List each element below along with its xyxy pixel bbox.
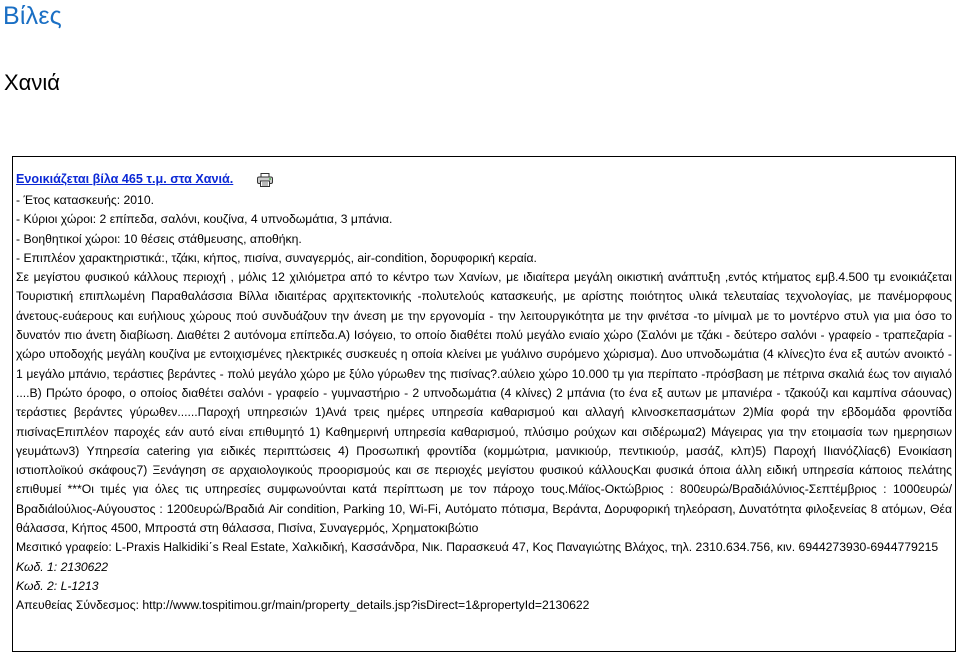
listing-description: Σε μεγίστου φυσικού κάλλους περιοχή , μόλις 12 χιλιόμετρα από το κέντρο των Χανίων, με ιδιαίτερα μεγάλη οικιστική ανάπτυξη ,εντός κτήματος εμβ.4.500 τμ ενοικιάζεται Τουριστική επιπλωμένη Παραθαλάσσια Βίλλα ιδιαιτέρας αρχιτεκτονικής -πολυτελούς κατασκευής, με αρίστης ποιότητος υλικά τελευταίας τεχνολογίας, με πανέμορφους άνετους-ευάερους και ευήλιους χώρους πού συνδυάζουν την άνεση με την εργονομία - την λειτουργικότητα με την φινέτσα -το μίνιμαλ με το μοντέρνο στυλ για μια όσο το δυνατόν πιο άνετη διαβίωση. Διαθέτει 2 αυτόνομα επίπεδα.Α) Ισόγειο, το οποίο διαθέτει πολύ μεγάλο ενιαίο χώρο (Σαλόνι με τζάκι - δεύτερο σαλόνι - γραφείο - τραπεζαρία - χώρο υποδοχής μεγάλη κουζίνα με εντοιχισμένες ηλεκτρικές συσκευές η οποία κλείνει με γυάλινο συρόμενο χώρισμα). Δυο υπνοδωμάτια (4 κλίνες)το ένα εξ αυτών ανοικτό - 1 μεγάλο μπάνιο, τεράστιες βεράντες - πολύ μεγάλο χώρο με ξύλο γύρωθεν της πισίνας?.αύλειο χώρο 10.000 τμ για περίπατο -πρόσβαση με πέτρινα σκαλιά έως τον αιγιαλό ....Β) Πρώτο όροφο, ο οποίος διαθέτει σαλόνι - γραφείο - γυμναστήριο - 2 υπνοδωμάτια (4 κλίνες) 2 μπάνια (το ένα εξ αυτων με μπανιέρα - τζακούζι και καμπίνα σάουνας) τεράστιες βεράντες γύρωθεν......Παροχή υπηρεσιών 1)Ανά τρεις ημέρες υπηρεσία καθαρισμού και αλλαγή κλινοσκεπασμάτων 2)Μία φορά την εβδομάδα φροντίδα πισίναςΕπιπλέον παροχές εάν αυτό είναι επιθυμητό 1) Καθημερινή υπηρεσία καθαρισμού, πλύσιμο ρούχων και σιδέρωμα2) Μάγειρας για την ετοιμασία των ημερησιων γευμάτων3) Υπηρεσία catering για ειδικές περιπτώσεις 4) Προσωπική φροντίδα (κομμώτρια, μανικιούρ, πεντικιούρ, μασάζ, κλπ)5) Παροχή ΙΙιανόζλίας6) Ενοικίαση ιστιοπλοϊκού σκάφους7) Ξενάγηση σε αρχαιολογικούς προορισμούς και σε περιοχές μεγίστου φυσικού κάλλουςΚαι φυσικά όποια άλλη ειδική υπηρεσία κάποιος πελάτης επιθυμεί ***Οι τιμές για όλες τις υπηρεσίες συμφωνούνται κατά περίπτωση με τον πάροχο τους.Μάϊος-Οκτώβριος : 800ευρώ/Βραδιάλύνιος-Σεπτέμβριος : 1000ευρώ/Βραδιάlούλιος-Αύγουστος : 1200ευρώ/Βραδιά Air condition, Parking 10, Wi-Fi, Αυτόματο πότισμα, Βεράντα, Δορυφορική τηλεόραση, Δυνατότητα φιλοξενείας 8 ατόμων, Θέα θάλασσα, Κήπος 4500, Μπροστά στη θάλασσα, Πισίνα, Συναγερμός, Χρηματοκιβώτιο (16, 270, 952, 536)
direct-link[interactable]: Απευθείας Σύνδεσμος: http://www.tospitimou.gr/main/property_details.jsp?isDirect=1&propertyId=2130622 (16, 598, 590, 613)
page-heading: Χανιά (4, 70, 60, 95)
printer-icon[interactable] (257, 173, 273, 187)
agency-info: Μεσιτικό γραφείο: L-Praxis Halkidiki΄s Real Estate, Χαλκιδική, Κασσάνδρα, Νικ. Παρασκευά 47, Κος Παναγιώτης Βλάχος, τηλ. 2310.634.756, κιν. 6944273930-6944779215 (16, 540, 939, 555)
listing-title-link[interactable]: Ενοικιάζεται βίλα 465 τ.μ. στα Χανιά. (16, 172, 234, 187)
feature-line: - Βοηθητικοί χώροι: 10 θέσεις στάθμευσης, αποθήκη. (16, 231, 302, 246)
feature-line: - Έτος κατασκευής: 2010. (16, 193, 154, 207)
feature-line: - Επιπλέον χαρακτηριστικά:, τζάκι, κήπος, πισίνα, συναγερμός, air-condition, δορυφορική κεραία. (16, 250, 537, 265)
listing-header (16, 169, 952, 191)
listing-code-1: Κωδ. 1: 2130622 (16, 559, 109, 574)
feature-line: - Κύριοι χώροι: 2 επίπεδα, σαλόνι, κουζίνα, 4 υπνοδωμάτια, 3 μπάνια. (16, 212, 393, 227)
site-title[interactable]: Βίλες (3, 2, 62, 30)
listing-code-2: Κωδ. 2: L-1213 (16, 578, 99, 593)
listing-box (12, 156, 956, 652)
